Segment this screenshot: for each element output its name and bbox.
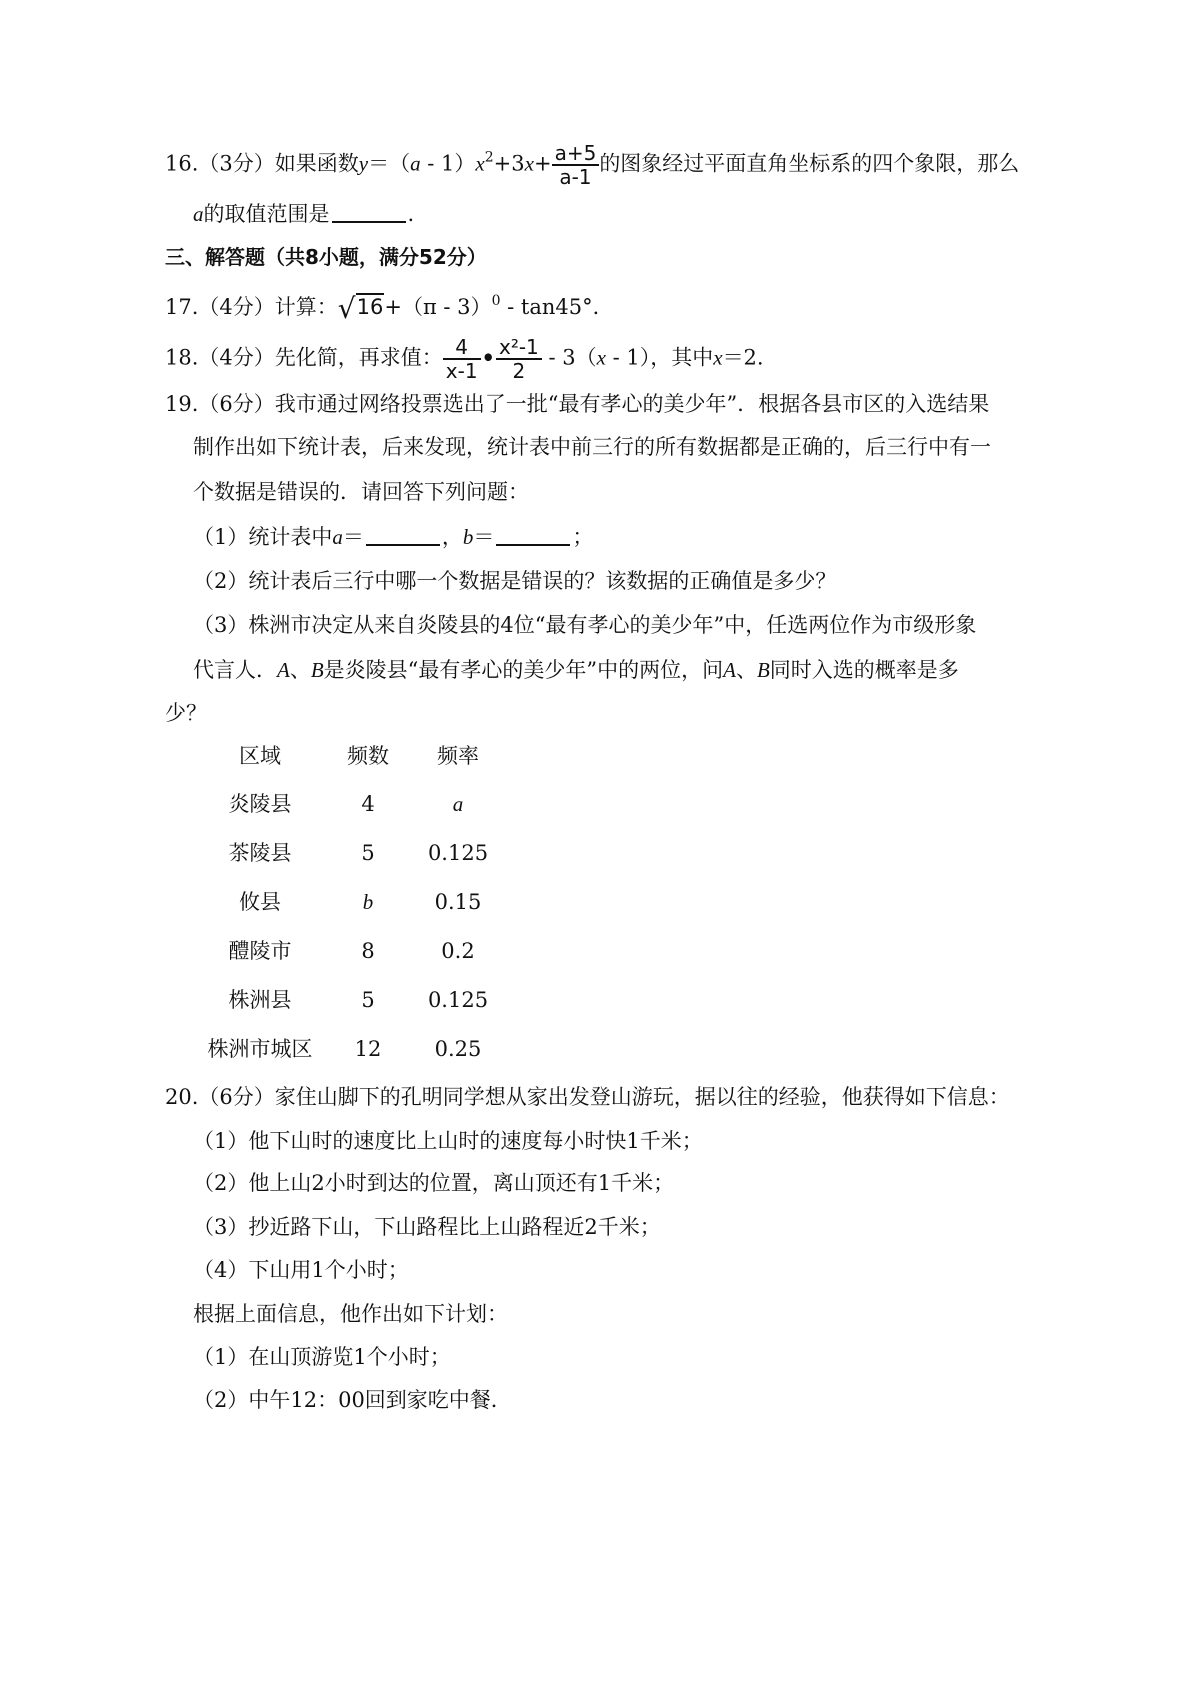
table-cell-count: b bbox=[362, 890, 374, 914]
q16-var-x: x bbox=[475, 151, 485, 176]
q17-prefix: 17.（4分）计算： bbox=[165, 295, 338, 319]
q19-sub3-text-e: 同时入选的概率是多 bbox=[769, 658, 959, 682]
q19-sub3-text-b: 、 bbox=[289, 658, 311, 682]
multiply-dot-icon: • bbox=[481, 344, 495, 370]
table-cell-frequency: a bbox=[452, 792, 464, 816]
q19-line2: 制作出如下统计表，后来发现，统计表中前三行的所有数据都是正确的，后三行中有一 bbox=[193, 435, 991, 459]
q19-sub1-eq2: ＝ bbox=[473, 525, 495, 549]
q16-suffix: 的图象经过平面直角坐标系的四个象限，那么 bbox=[599, 151, 1020, 176]
q20-info2: （2）他上山2小时到达的位置，离山顶还有1千米； bbox=[193, 1171, 675, 1195]
q20-info3: （3）抄近路下山，下山路程比上山路程近2千米； bbox=[193, 1215, 661, 1239]
q16-var-y: y bbox=[358, 151, 369, 176]
q16-var-a: a bbox=[410, 151, 421, 176]
table-cell-region: 醴陵市 bbox=[228, 939, 292, 963]
q17-rest: +（π - 3） bbox=[384, 295, 492, 319]
q20-plan1: （1）在山顶游览1个小时； bbox=[193, 1345, 451, 1369]
table-cell-count: 8 bbox=[361, 939, 375, 963]
table-cell-region: 株洲市城区 bbox=[207, 1037, 313, 1061]
table-cell-frequency: 0.125 bbox=[427, 988, 489, 1012]
q16-var-x2: x bbox=[524, 151, 534, 176]
q17-exponent: 0 bbox=[491, 293, 501, 309]
q19-sub3-line3: 少？ bbox=[165, 701, 207, 725]
q19-sub1-var-a: a bbox=[332, 525, 343, 549]
q18-fraction-1 bbox=[443, 336, 481, 382]
table-cell-frequency: 0.15 bbox=[434, 890, 482, 914]
q16-plus: + bbox=[533, 151, 552, 176]
q19-var-B: B bbox=[310, 658, 324, 682]
q17-tail: - tan45°． bbox=[500, 295, 614, 319]
q18-var-x2: x bbox=[713, 345, 723, 370]
q18-rest3: ＝2. bbox=[722, 345, 764, 370]
q19-sub1-var-b: b bbox=[462, 525, 474, 549]
q19-blank-a bbox=[366, 526, 440, 546]
q16-period: . bbox=[407, 202, 415, 226]
q16-plus3: +3 bbox=[493, 151, 525, 176]
q18-frac2-denominator: 2 bbox=[512, 359, 526, 383]
q16-exponent: 2 bbox=[484, 149, 494, 166]
q19-sub3-line1: （3）株洲市决定从来自炎陵县的4位“最有孝心的美少年”中，任选两位作为市级形象 bbox=[193, 613, 977, 637]
q19-sub1-end: ； bbox=[572, 525, 594, 549]
q18-frac1-numerator: 4 bbox=[443, 336, 481, 360]
q19-sub1-comma: ， bbox=[441, 525, 463, 549]
q16-line2 bbox=[193, 199, 414, 229]
q19-var-A2: A bbox=[723, 658, 736, 682]
table-cell-count: 5 bbox=[361, 988, 375, 1012]
q19-sub1-eq1: ＝ bbox=[342, 525, 364, 549]
q19-sub3-text-a: 代言人． bbox=[193, 658, 277, 682]
q16-answer-blank bbox=[332, 203, 406, 223]
table-header-region: 区域 bbox=[239, 744, 281, 768]
table-cell-frequency: 0.25 bbox=[434, 1037, 482, 1061]
q18-rest2: - 1），其中 bbox=[605, 345, 714, 370]
q16-line2-var-a: a bbox=[193, 202, 204, 226]
q18-frac2-numerator: x²-1 bbox=[496, 336, 542, 360]
q16-frac-numerator: a+5 bbox=[552, 142, 600, 166]
q19-line1: 19.（6分）我市通过网络投票选出了一批“最有孝心的美少年”．根据各县市区的入选结果 bbox=[165, 392, 990, 416]
sqrt-icon: √ bbox=[337, 292, 356, 325]
q16-minus-one: - 1） bbox=[420, 151, 476, 176]
q18-prefix: 18.（4分）先化简，再求值： bbox=[165, 345, 443, 370]
section3-title: 三、解答题（共8小题，满分52分） bbox=[165, 245, 487, 269]
table-header-count: 频数 bbox=[347, 744, 389, 768]
table-cell-region: 株洲县 bbox=[228, 988, 292, 1012]
q19-line3: 个数据是错误的．请回答下列问题： bbox=[193, 480, 529, 504]
q18-frac1-denominator: x-1 bbox=[445, 359, 478, 383]
table-cell-frequency: 0.2 bbox=[441, 939, 475, 963]
q16-line1 bbox=[165, 142, 1019, 188]
q16-line2-text: 的取值范围是 bbox=[203, 202, 330, 226]
q19-sub3-text-d: 、 bbox=[735, 658, 757, 682]
q20-plan-intro: 根据上面信息，他作出如下计划： bbox=[193, 1302, 508, 1326]
q19-sub2: （2）统计表后三行中哪一个数据是错误的？该数据的正确值是多少？ bbox=[193, 569, 837, 593]
q20-info1: （1）他下山时的速度比上山时的速度每小时快1千米； bbox=[193, 1129, 703, 1153]
q19-sub1 bbox=[193, 522, 593, 552]
q19-var-A: A bbox=[277, 658, 290, 682]
q20-line1: 20.（6分）家住山脚下的孔明同学想从家出发登山游玩，据以往的经验，他获得如下信息： bbox=[165, 1085, 1010, 1109]
q17-radicand: 16 bbox=[356, 295, 384, 319]
table-cell-count: 4 bbox=[361, 792, 375, 816]
q19-sub3-text-c: 是炎陵县“最有孝心的美少年”中的两位，问 bbox=[323, 658, 724, 682]
q19-sub1-text: （1）统计表中 bbox=[193, 525, 333, 549]
q16-prefix: 16.（3分）如果函数 bbox=[165, 151, 359, 176]
q17-sqrt bbox=[338, 292, 385, 324]
table-cell-region: 炎陵县 bbox=[228, 792, 292, 816]
q19-var-B2: B bbox=[756, 658, 770, 682]
q18-line bbox=[165, 336, 764, 382]
q18-fraction-2 bbox=[496, 336, 542, 382]
table-cell-count: 5 bbox=[361, 841, 375, 865]
q17-line bbox=[165, 286, 614, 324]
table-cell-region: 茶陵县 bbox=[228, 841, 292, 865]
q16-fraction bbox=[552, 142, 600, 188]
table-header-frequency: 频率 bbox=[437, 744, 479, 768]
q19-sub3-line2 bbox=[193, 655, 959, 685]
q16-frac-denominator: a-1 bbox=[559, 165, 592, 189]
q20-plan2: （2）中午12：00回到家吃中餐． bbox=[193, 1388, 512, 1412]
q18-rest1: - 3（ bbox=[541, 345, 597, 370]
q20-info4: （4）下山用1个小时； bbox=[193, 1258, 409, 1282]
table-cell-count: 12 bbox=[354, 1037, 382, 1061]
q18-var-x: x bbox=[596, 345, 606, 370]
table-cell-frequency: 0.125 bbox=[427, 841, 489, 865]
q16-eq: ＝（ bbox=[368, 151, 411, 176]
q19-blank-b bbox=[496, 526, 570, 546]
table-cell-region: 攸县 bbox=[239, 890, 281, 914]
